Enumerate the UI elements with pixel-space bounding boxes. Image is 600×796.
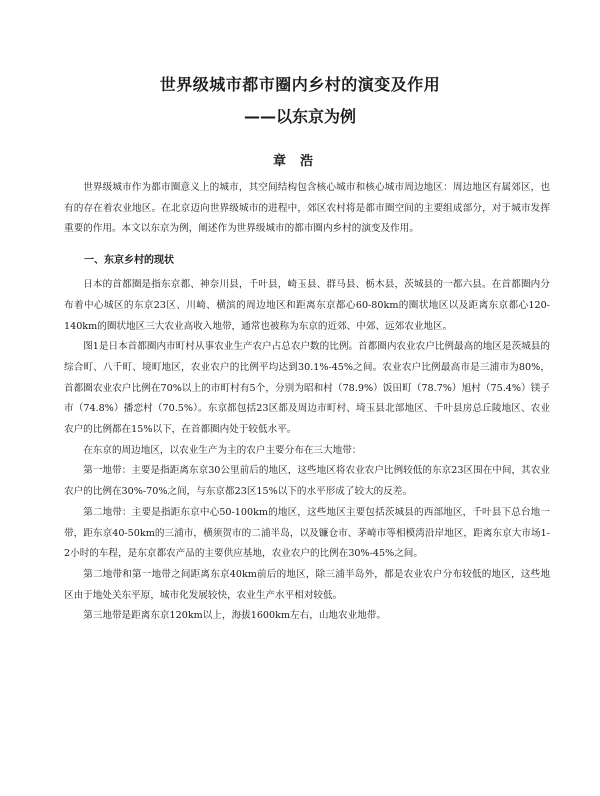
paper-subtitle: ——以东京为例 [243, 107, 356, 126]
section-heading: 一、东京乡村的现状 [84, 255, 174, 267]
body-paragraph: 第二地带和第一地带之间距离东京40km前后的地区，除三浦半岛外，都是农业农户分布较低的地区，这些地区由于地处关东平原，城市化发展较快，农业生产水平相对较低。 [64, 568, 550, 601]
paper-body [64, 178, 550, 627]
body-paragraph: 日本的首都圈是指东京都、神奈川县，千叶县，崎玉县、群马县、栃木县，茨城县的一都六县。在首都圈内分布着中心城区的东京23区、川崎、横滨的周边地区和距离东京都心60-80km的圈状地区以及距离东京都心120-140km的圈状地区三大农业高收入地带，通常也被称为东京的近郊、中郊、远郊农业地区。 [64, 279, 550, 332]
abstract-paragraph: 世界级城市作为都市圈意义上的城市，其空间结构包含核心城市和核心城市周边地区：周边地区有属郊区，也有的存在着农业地区。在北京迈向世界级城市的进程中，郊区农村将是都市圈空间的主要组成部分，对于城市发挥重要的作用。本文以东京为例，阐述作为世界级城市的都市圈内乡村的演变及作用。 [64, 182, 550, 235]
body-paragraph: 第一地带：主要是指距离东京30公里前后的地区，这些地区将农业农户比例较低的东京23区围在中间，其农业农户的比例在30%-70%之间，与东京都23区15%以下的水平形成了较大的反差。 [64, 465, 550, 498]
body-paragraph: 在东京的周边地区，以农业生产为主的农户主要分布在三大地带： [83, 444, 362, 456]
body-paragraph: 第三地带是距离东京120km以上，海拔1600km左右，山地农业地带。 [83, 610, 386, 622]
paper-title: 世界级城市都市圈内乡村的演变及作用 [159, 75, 441, 94]
body-paragraph: 第二地带：主要是指距东京中心50-100km的地区，这些地区主要包括茨城县的西部地区，千叶县下总台地一带，距东京40-50km的三浦市，横须贺市的二浦半岛，以及镰仓市、茅崎市等相模湾沿岸地区，距离东京大市场1-2小时的车程，是东京都农产品的主要供应基地，农业农户的比例在30%-45%之间。 [64, 506, 550, 560]
author-name: 章浩 [272, 154, 327, 169]
body-paragraph: 图1是日本首都圈内市町村从事农业生产农户占总农户数的比例。首都圈内农业农户比例最高的地区是茨城县的综合町、八千町、境町地区，农业农户的比例平均达到30.1%-45%之间。农业农户比例最高市是三浦市为80%，首都圈农业农户比例在70%以上的市町村有5个，分别为昭和村（78.9%）饭田町（78.7%）旭村（75.4%）镁子市（74.8%）播恋村（70.5%）。东京都包括23区都及周边市町村、埼玉县北部地区、千叶县房总丘陵地区、农业农户的比例都在15%以下，在首都圈内处于较低水平。 [64, 341, 550, 436]
